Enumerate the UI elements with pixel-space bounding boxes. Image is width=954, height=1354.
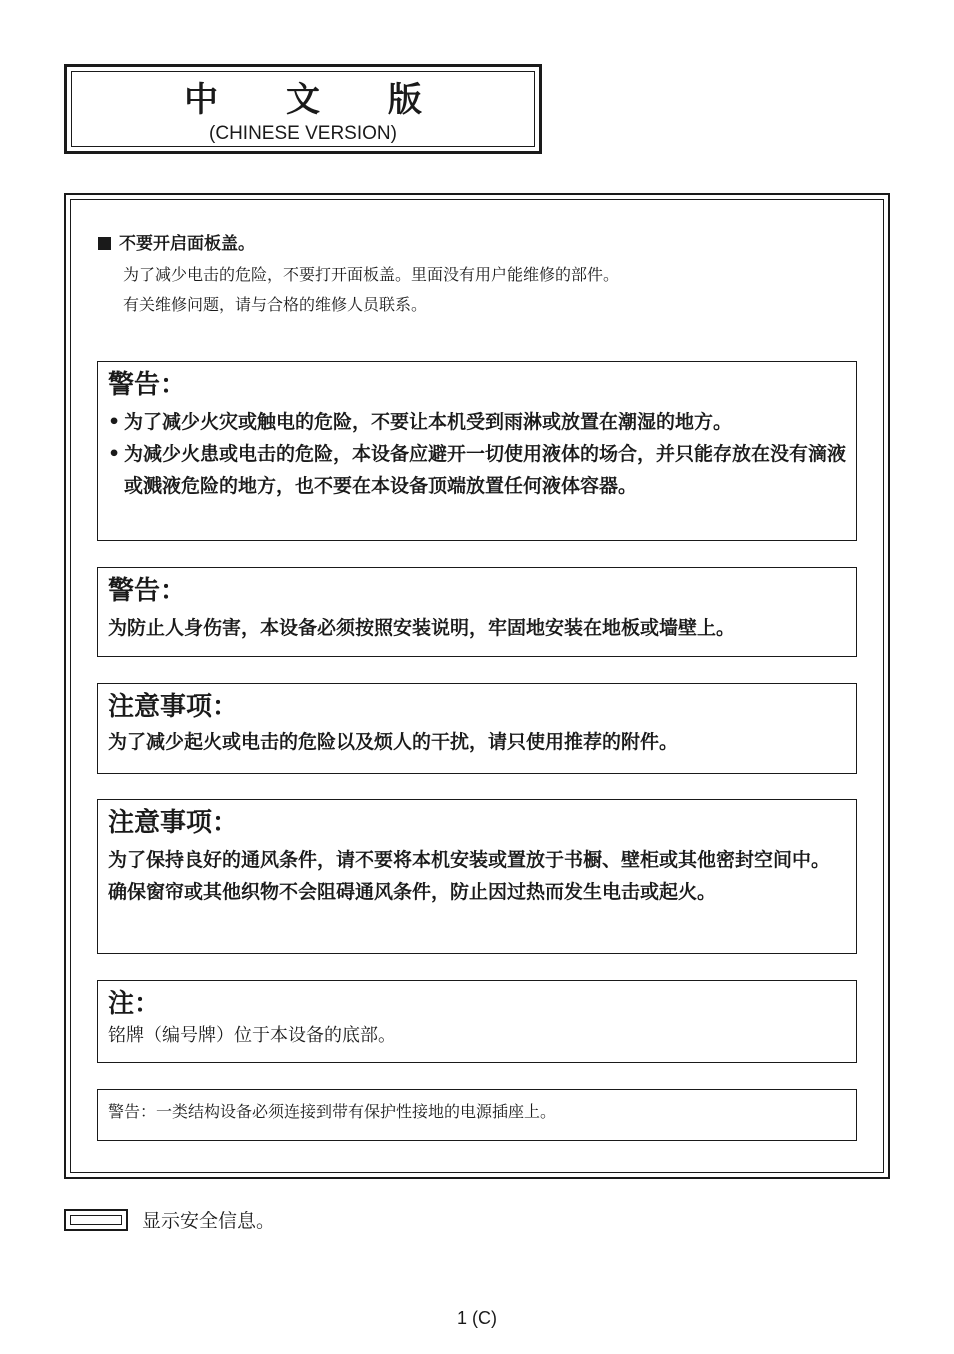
warning-bullet: • 为减少火患或电击的危险，本设备应避开一切使用液体的场合，并只能存放在没有滴液或溅液危险的地方，也不要在本设备顶端放置任何液体容器。 [108,438,846,502]
caution-text: 为了减少起火或电击的危险以及烦人的干扰，请只使用推荐的附件。 [108,731,679,753]
warning-text: 为防止人身伤害，本设备必须按照安装说明，牢固地安装在地板或墙壁上。 [108,617,736,639]
title-chinese: 中 文 版 [184,80,450,120]
square-bullet-icon [98,237,111,250]
legend-text: 显示安全信息。 [142,1210,276,1232]
intro-line: 有关维修问题，请与合格的维修人员联系。 [123,295,428,314]
class1-warning-box [97,1089,857,1141]
warning-box-1 [97,361,857,541]
caution-title: 注意事项： [108,692,239,722]
note-box [97,980,857,1063]
warning-title: 警告： [108,576,187,606]
warning-title: 警告： [108,370,187,400]
legend [64,1207,664,1235]
caution-box-1 [97,683,857,774]
caution-title: 注意事项： [108,808,239,838]
note-title: 注： [108,989,161,1019]
warning-bullet: • 为了减少火灾或触电的危险，不要让本机受到雨淋或放置在潮湿的地方。 [108,406,846,438]
frame-symbol-icon [64,1209,128,1231]
intro-heading: 不要开启面板盖。 [119,234,255,254]
title-box [64,64,542,154]
page-number: 1 (C) [457,1308,497,1328]
caution-box-2 [97,799,857,954]
intro-section [98,232,858,320]
title-inner-frame [71,71,535,147]
class1-warning-text: 警告：一类结构设备必须连接到带有保护性接地的电源插座上。 [108,1102,557,1121]
caution-text: 为了保持良好的通风条件，请不要将本机安装或置放于书橱、壁柜或其他密封空间中。确保窗帘或其他织物不会阻碍通风条件，防止因过热而发生电击或起火。 [108,849,831,903]
intro-line: 为了减少电击的危险，不要打开面板盖。里面没有用户能维修的部件。 [123,265,620,284]
warning-box-2 [97,567,857,657]
note-text: 铭牌（编号牌）位于本设备的底部。 [108,1025,396,1046]
title-english: (CHINESE VERSION) [209,123,397,144]
